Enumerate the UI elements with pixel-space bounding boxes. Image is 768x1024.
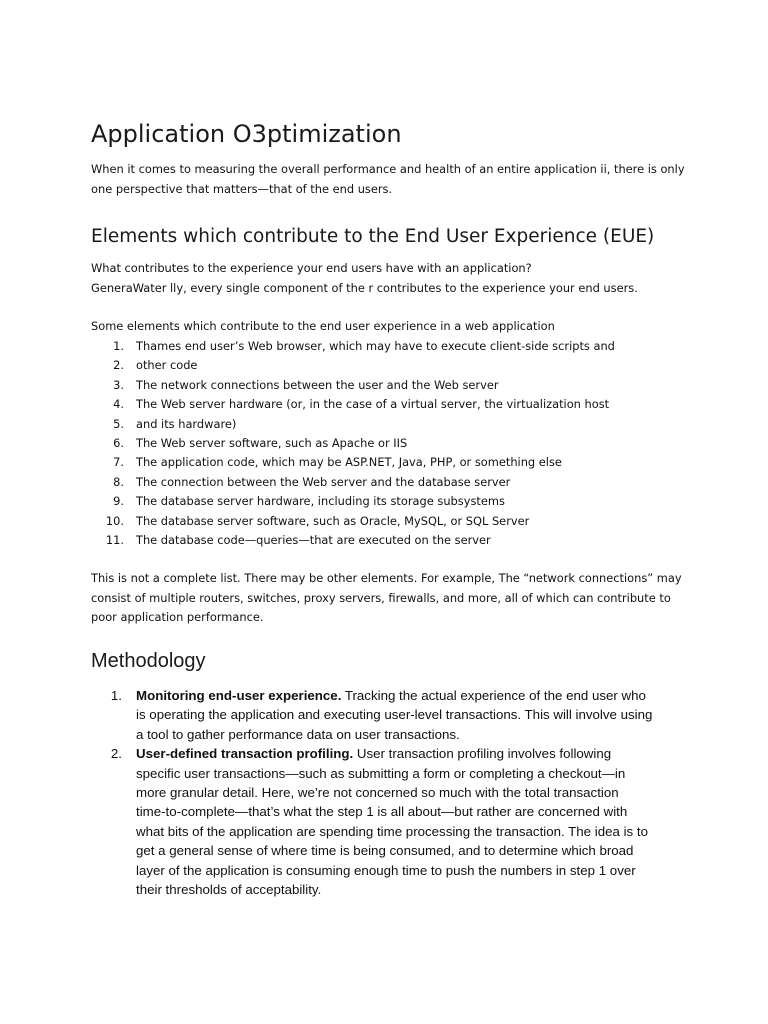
list-item-text: The database server software, such as Oracle, MySQL, or SQL Server <box>136 513 530 528</box>
list-number: 7. <box>113 455 124 470</box>
methodology-line <box>136 744 652 763</box>
eue-line: What contributes to the experience your end users have with an application? <box>91 261 532 275</box>
document-title: Application O3ptimization <box>91 120 402 148</box>
elements-intro: Some elements which contribute to the end user experience in a web application <box>91 319 555 333</box>
list-item-text: The connection between the Web server and the database server <box>136 474 511 489</box>
intro-paragraph <box>91 160 685 199</box>
list-item <box>91 492 615 511</box>
list-item-text: The Web server hardware (or, in the case of a virtual server, the virtualization host <box>136 397 610 412</box>
elements-list <box>91 337 615 550</box>
closing-line: consist of multiple routers, switches, proxy servers, firewalls, and more, all of which can contribute to <box>91 590 671 605</box>
methodology-item-text: User transaction profiling involves following <box>353 746 612 762</box>
methodology-item <box>91 744 652 899</box>
list-number: 4. <box>113 397 124 412</box>
list-item <box>91 337 615 356</box>
list-item <box>91 376 615 395</box>
list-item <box>91 434 615 453</box>
list-item <box>91 531 615 550</box>
list-item-text: The Web server software, such as Apache or IIS <box>136 435 408 450</box>
list-number: 2. <box>113 358 124 373</box>
list-item-text: other code <box>136 358 198 373</box>
list-item-text: The application code, which may be ASP.NET, Java, PHP, or something else <box>136 455 562 470</box>
methodology-item-title: Monitoring end-user experience. <box>136 688 342 703</box>
list-number: 1. <box>113 339 124 353</box>
list-item <box>91 453 615 472</box>
methodology-line: get a general sense of where time is being consumed, and to determine which broad <box>136 843 634 859</box>
closing-paragraph <box>91 569 682 628</box>
list-number: 9. <box>113 494 124 509</box>
methodology-line: what bits of the application are spending time processing the transaction. The idea is to <box>136 823 648 839</box>
methodology-line: their thresholds of acceptability. <box>136 882 322 898</box>
methodology-line: time-to-complete—that’s what the step 1 is all about—but rather are concerned with <box>136 804 628 820</box>
list-item <box>91 473 615 492</box>
methodology-line <box>136 686 652 705</box>
eue-heading: Elements which contribute to the End User Experience (EUE) <box>91 226 655 247</box>
methodology-heading: Methodology <box>91 650 206 672</box>
list-item-text: The database code—queries—that are executed on the server <box>136 532 491 547</box>
intro-line: When it comes to measuring the overall performance and health of an entire application ii, there is only <box>91 162 685 176</box>
list-number: 2. <box>110 746 122 762</box>
eue-line: GeneraWater lly, every single component of the r contributes to the experience your end users. <box>91 280 638 295</box>
methodology-line: a tool to gather performance data on user transactions. <box>136 726 460 742</box>
methodology-item-text: Tracking the actual experience of the end user who <box>341 688 646 703</box>
methodology-item <box>91 686 652 744</box>
methodology-item-title: User-defined transaction profiling. <box>136 746 354 762</box>
list-number: 6. <box>113 435 124 450</box>
list-number: 11. <box>105 532 124 547</box>
methodology-line: specific user transactions—such as submitting a form or completing a checkout—in <box>136 765 626 781</box>
list-item <box>91 395 615 414</box>
list-item-text: The database server hardware, including its storage subsystems <box>136 494 505 509</box>
list-item-text: The network connections between the user and the Web server <box>136 377 499 392</box>
list-item <box>91 356 615 375</box>
list-number: 8. <box>113 474 124 489</box>
list-item <box>91 512 615 531</box>
methodology-line: more granular detail. Here, we’re not concerned so much with the total transaction <box>136 785 619 801</box>
methodology-line: layer of the application is consuming enough time to push the numbers in step 1 over <box>136 862 636 878</box>
list-item <box>91 415 615 434</box>
list-number: 3. <box>113 377 124 392</box>
eue-paragraph <box>91 259 638 298</box>
list-item-text: and its hardware) <box>136 416 237 431</box>
closing-line: This is not a complete list. There may be other elements. For example, The “network connections” may <box>91 571 682 585</box>
list-number: 1. <box>110 688 122 703</box>
intro-line: one perspective that matters—that of the end users. <box>91 181 393 196</box>
methodology-line: is operating the application and executing user-level transactions. This will involve using <box>136 707 653 723</box>
list-number: 10. <box>105 513 124 528</box>
list-number: 5. <box>113 416 124 431</box>
closing-line: poor application performance. <box>91 610 264 624</box>
methodology-list <box>91 686 652 899</box>
list-item-text: Thames end user’s Web browser, which may have to execute client-side scripts and <box>136 339 615 353</box>
